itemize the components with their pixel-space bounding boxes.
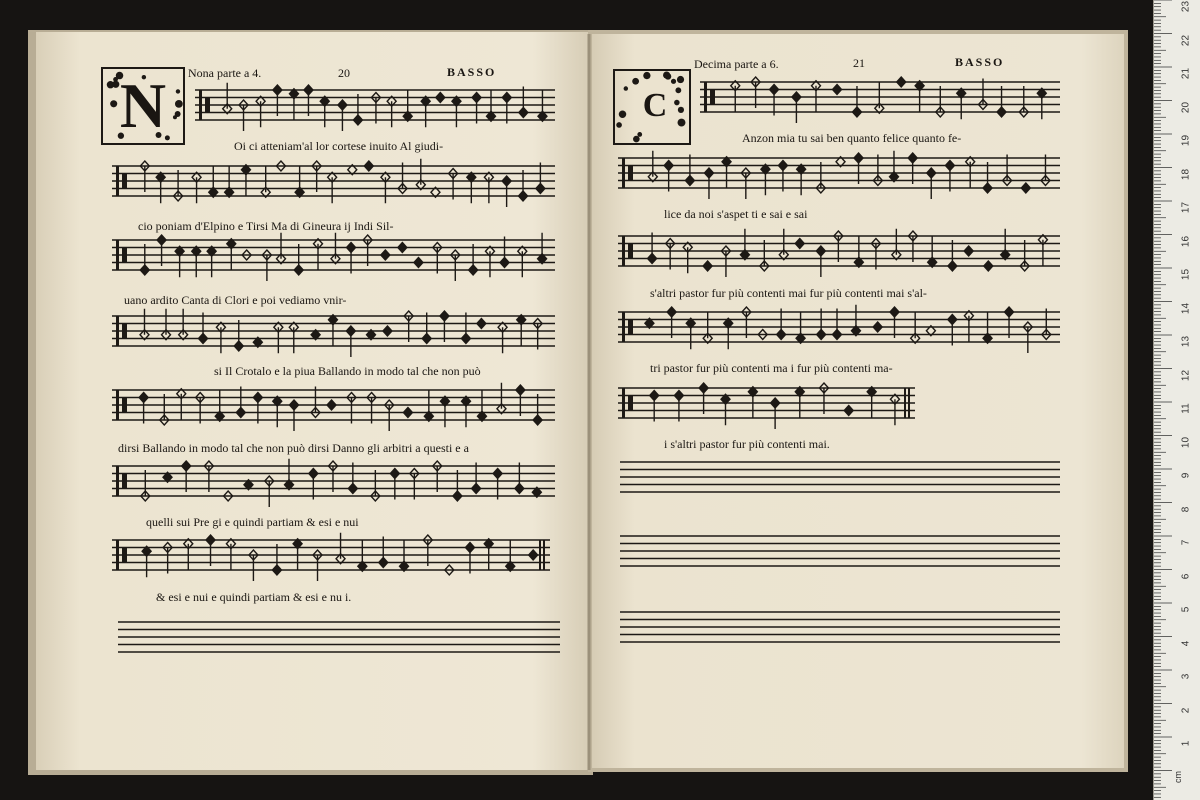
left-page-header: Nona parte a 4.: [188, 66, 262, 80]
ruler-number: 18: [1180, 168, 1192, 180]
right-lyric-line: tri pastor fur più contenti ma i fur più contenti ma-: [650, 361, 893, 375]
ruler-number: 4: [1180, 640, 1192, 646]
ruler-number: 16: [1180, 235, 1192, 247]
right-lyric-line: Anzon mia tu sai ben quanto felice quanto fe-: [742, 131, 962, 145]
clef-mark: [199, 90, 202, 120]
left-lyric-line: cio poniam d'Elpino e Tirsi Ma di Gineura ij Indi Sil-: [138, 219, 394, 233]
left-lyric-line: quelli sui Pre gi e quindi partiam & esi e nui: [146, 515, 359, 529]
clef-mark: [628, 166, 633, 181]
ruler-ticks: [1154, 0, 1200, 800]
right-lyric-line: lice da noi s'aspet ti e sai e sai: [664, 207, 808, 221]
ruler-number: 19: [1180, 134, 1192, 147]
clef-mark: [116, 466, 119, 496]
clef-mark: [628, 244, 633, 259]
ruler-number: 14: [1180, 302, 1192, 314]
left-lyric-line: Oi ci atteniam'al lor cortese inuito Al giudi-: [234, 139, 444, 153]
clef-mark: [704, 82, 707, 112]
ruler-number: 2: [1180, 707, 1192, 713]
ruler-number: 13: [1180, 335, 1192, 348]
right-initial-letter: C: [642, 87, 668, 124]
clef-mark: [622, 312, 625, 342]
left-running-head: BASSO: [447, 65, 497, 79]
right-running-head: BASSO: [955, 55, 1005, 69]
left-lyric-line: dirsi Ballando in modo tal che non può dirsi Danno gli arbitri a questi e a: [118, 441, 469, 455]
clef-mark: [122, 398, 127, 413]
clef-mark: [622, 158, 625, 188]
right-page-number: 21: [853, 56, 865, 70]
left-lyric-line: & esi e nui e quindi partiam & esi e nu i.: [156, 590, 352, 604]
ruler-number: 23: [1180, 0, 1192, 13]
ruler-number: 17: [1180, 201, 1192, 214]
left-lyric-line: uano ardito Canta di Clori e poi vediamo vnir-: [124, 293, 347, 307]
ruler-number: 5: [1180, 606, 1192, 613]
ruler-number: 15: [1180, 268, 1192, 281]
left-lyric-line: si Il Crotalo e la piua Ballando in modo tal che non può: [214, 364, 481, 378]
left-initial-letter: N: [119, 70, 167, 141]
clef-mark: [628, 396, 633, 411]
clef-mark: [122, 174, 127, 189]
right-page-header: Decima parte a 6.: [694, 57, 779, 71]
ruler-number: 20: [1180, 101, 1192, 113]
ruler-number: 8: [1180, 506, 1192, 512]
clef-mark: [116, 316, 119, 346]
clef-mark: [628, 320, 633, 335]
ruler-number: 12: [1180, 369, 1192, 381]
clef-mark: [116, 390, 119, 420]
ruler-number: 22: [1180, 34, 1192, 46]
measuring-ruler: [1153, 0, 1200, 800]
clef-mark: [116, 240, 119, 270]
clef-mark: [116, 540, 119, 570]
left-page-number: 20: [338, 66, 350, 80]
clef-mark: [122, 324, 127, 339]
clef-mark: [122, 548, 127, 563]
ruler-number: 11: [1180, 403, 1192, 414]
clef-mark: [622, 236, 625, 266]
ruler-number: 10: [1180, 436, 1192, 448]
clef-mark: [710, 90, 715, 105]
ruler-number: 21: [1180, 67, 1192, 80]
ruler-unit: cm: [1173, 771, 1183, 783]
ruler-number: 9: [1180, 472, 1192, 479]
right-lyric-line: s'altri pastor fur più contenti mai fur più contenti mai s'al-: [650, 286, 927, 300]
ruler-number: 7: [1180, 539, 1192, 546]
right-lyric-line: i s'altri pastor fur più contenti mai.: [664, 437, 830, 451]
clef-mark: [622, 388, 625, 418]
clef-mark: [205, 98, 210, 113]
clef-mark: [116, 166, 119, 196]
clef-mark: [122, 474, 127, 489]
clef-mark: [122, 248, 127, 263]
ruler-number: 3: [1180, 673, 1192, 680]
ruler-number: 1: [1180, 740, 1192, 747]
ruler-number: 6: [1180, 573, 1192, 579]
